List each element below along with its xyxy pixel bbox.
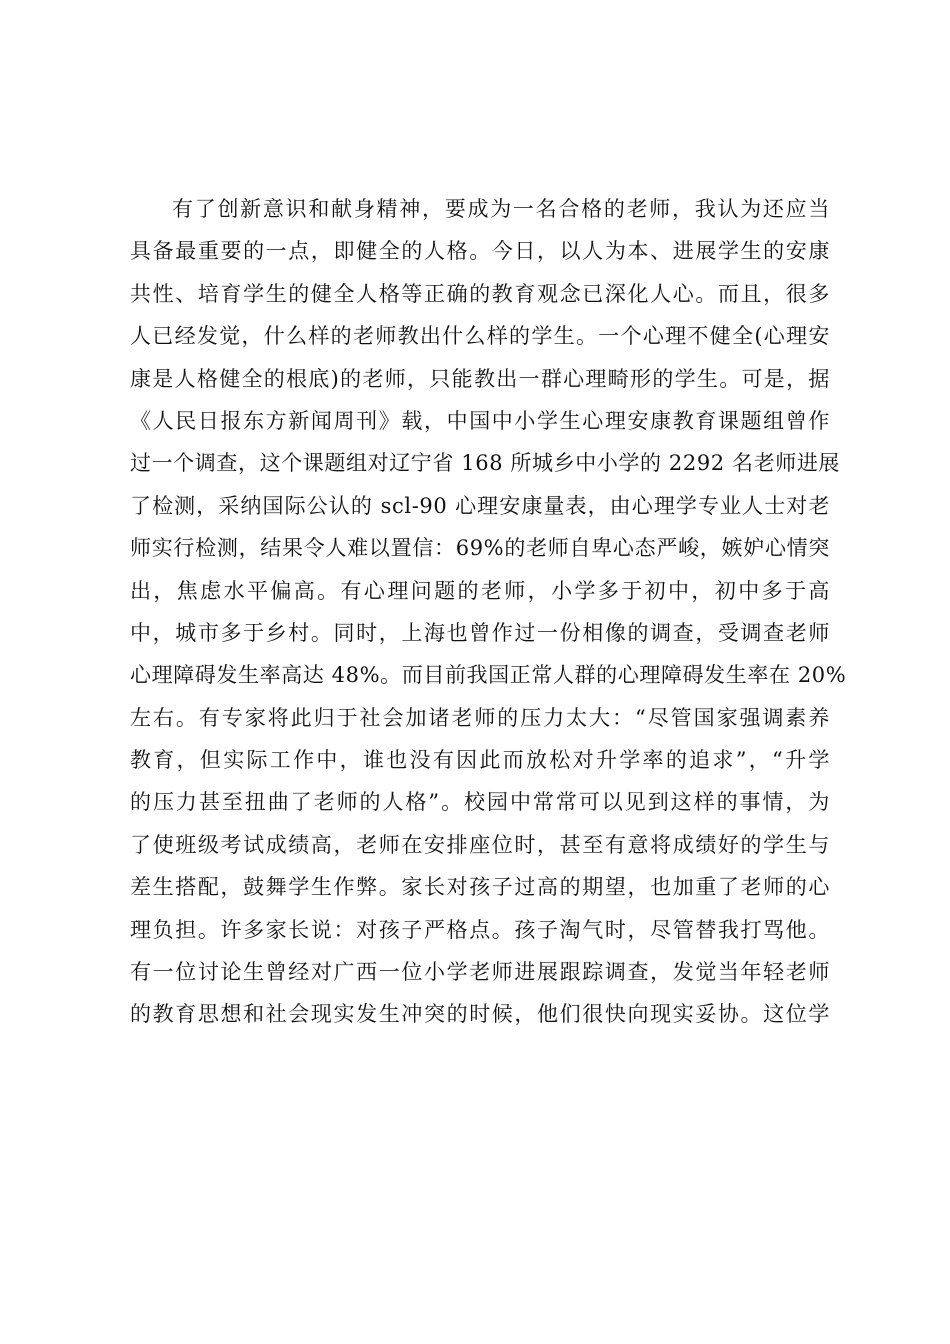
text-line: 的教育思想和社会现实发生冲突的时候，他们很快向现实妥协。这位学 — [130, 1002, 830, 1027]
text-line: 教育，但实际工作中，谁也没有因此而放松对升学率的追求”，“升学 — [130, 748, 830, 773]
text-line: 过一个调查，这个课题组对辽宁省 168 所城乡中小学的 2292 名老师进展 — [130, 451, 841, 476]
text-line: 了检测，采纳国际公认的 scl-90 心理安康量表，由心理学专业人士对老 — [130, 493, 830, 518]
text-line: 理负担。许多家长说：对孩子严格点。孩子淘气时，尽管替我打骂他。 — [130, 917, 830, 942]
text-line: 康是人格健全的根底)的老师，只能教出一群心理畸形的学生。可是，据 — [130, 366, 830, 391]
text-line: 差生搭配，鼓舞学生作弊。家长对孩子过高的期望，也加重了老师的心 — [130, 875, 830, 900]
text-line: 师实行检测，结果令人难以置信：69%的老师自卑心态严峻，嫉妒心情突 — [130, 536, 830, 561]
text-line: 出，焦虑水平偏高。有心理问题的老师，小学多于初中，初中多于高 — [130, 578, 830, 603]
text-line: 的压力甚至扭曲了老师的人格”。校园中常常可以见到这样的事情，为 — [130, 790, 830, 815]
text-line: 左右。有专家将此归于社会加诸老师的压力太大：“尽管国家强调素养 — [130, 705, 830, 730]
text-line: 了使班级考试成绩高，老师在安排座位时，甚至有意将成绩好的学生与 — [130, 832, 830, 857]
text-line: 具备最重要的一点，即健全的人格。今日，以人为本、进展学生的安康 — [130, 239, 830, 264]
paragraph — [130, 188, 847, 1036]
text-line: 共性、培育学生的健全人格等正确的教育观念已深化人心。而且，很多 — [130, 281, 830, 306]
text-line: 中，城市多于乡村。同时，上海也曾作过一份相像的调查，受调查老师 — [130, 620, 830, 645]
text-line: 《人民日报东方新闻周刊》载，中国中小学生心理安康教育课题组曾作 — [130, 408, 830, 433]
text-line: 有一位讨论生曾经对广西一位小学老师进展跟踪调查，发觉当年轻老师 — [130, 960, 830, 985]
text-line: 心理障碍发生率高达 48%。而目前我国正常人群的心理障碍发生率在 20% — [130, 663, 847, 688]
text-line: 人已经发觉，什么样的老师教出什么样的学生。一个心理不健全(心理安 — [130, 324, 830, 349]
text-line: 有了创新意识和献身精神，要成为一名合格的老师，我认为还应当 — [172, 197, 830, 221]
